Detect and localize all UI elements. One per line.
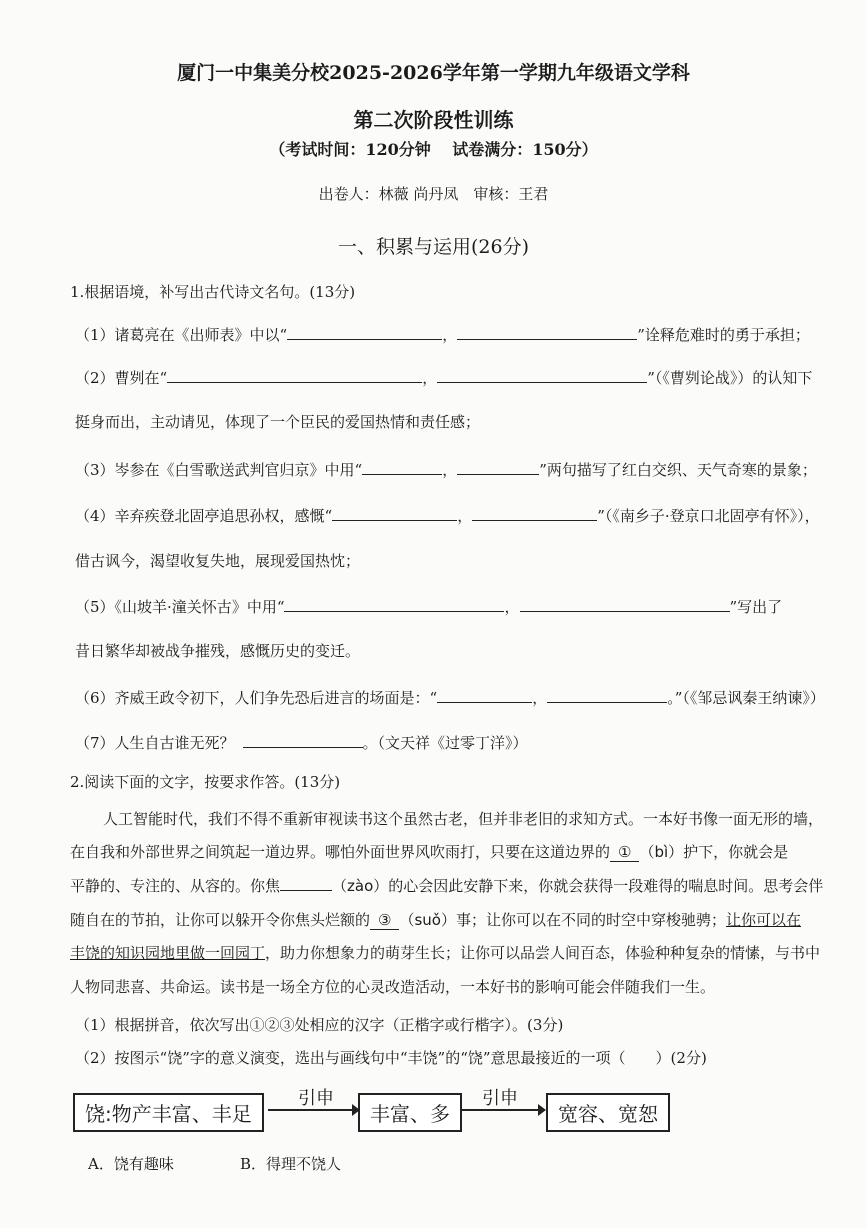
passage-line-3: 平静的、专注的、从容的。你焦 （zào）的心会因此安静下来，你就会获得一段难得的喘息时间。思考会伴 [70,877,824,895]
q1-item-5: （5）《山坡羊·潼关怀古》中用“ ， ”写出了 [75,598,783,616]
q2-intro: 2.阅读下面的文字，按要求作答。(13分) [70,773,341,791]
option-b[interactable]: B．得理不饶人 [240,1155,342,1173]
meaning-box-original: 饶:物产丰富、丰足 [73,1093,264,1132]
exam-authors: 出卷人：林薇 尚丹凤 审核：王君 [318,185,549,203]
q1-item-3: （3）岑参在《白雪歌送武判官归京》中用“ ， ”两句描写了红白交织、天气奇寒的景象； [75,461,817,479]
answer-blank[interactable] [167,370,422,383]
underlined-sentence: 丰饶的知识园地里做一回园丁 [70,944,266,962]
meaning-box-extended-2: 宽容、宽恕 [546,1093,670,1132]
arrow-right-icon [268,1103,358,1117]
q1-item-2: （2）曹刿在“ ， ”（《曹刿论战》）的认知下 [75,369,813,387]
answer-blank[interactable] [457,327,637,340]
q1-item-5-cont: 昔日繁华却被战争摧残，感慨历史的变迁。 [75,642,361,660]
passage-line-2: 在自我和外部世界之间筑起一道边界。哪怕外面世界风吹雨打，只要在这道边界的 ① （bì）护下，你就会是 [70,843,789,861]
q1-item-4-cont: 借古讽今，渴望收复失地，展现爱国热忱； [75,552,361,570]
answer-blank[interactable] [284,599,504,612]
answer-blank[interactable] [287,327,442,340]
answer-blank[interactable] [457,462,539,475]
meaning-box-extended-1: 丰富、多 [358,1093,462,1132]
answer-blank[interactable] [437,690,532,703]
answer-blank[interactable] [332,508,457,521]
q1-item-4: （4）辛弃疾登北固亭追思孙权，感慨“ ， ”（《南乡子·登京口北固亭有怀》）， [75,507,820,525]
q1-item-1: （1）诸葛亮在《出师表》中以“ ， ”诠释危难时的勇于承担； [75,326,810,344]
answer-blank[interactable] [437,370,647,383]
passage-line-5: 丰饶的知识园地里做一回园丁，助力你想象力的萌芽生长；让你可以品尝人间百态，体验种种复杂的情愫，与书中 [70,944,821,962]
passage-line-4: 随自在的节拍，让你可以躲开令你焦头烂额的 ③ （suǒ）事；让你可以在不同的时空中穿梭驰骋；让你可以在 [70,911,801,929]
section-heading: 一、积累与运用(26分) [337,236,529,258]
underlined-sentence: 让你可以在 [725,911,801,929]
arrow-label-2: 引申 [482,1088,518,1109]
fill-blank-1[interactable]: ① [610,843,639,862]
q2-sub-1: （1）根据拼音，依次写出①②③处相应的汉字（正楷字或行楷字）。(3分) [75,1016,564,1034]
q2-sub-2: （2）按图示“饶”字的意义演变，选出与画线句中“丰饶”的“饶”意思最接近的一项（ ）(2分) [75,1049,707,1067]
answer-blank[interactable] [520,599,730,612]
exam-subtitle: 第二次阶段性训练 [353,108,514,132]
passage-line-6: 人物同悲喜、共命运。读书是一场全方位的心灵改造活动，一本好书的影响可能会伴随我们一生。 [70,978,716,996]
exam-title: 厦门一中集美分校2025-2026学年第一学期九年级语文学科 [177,62,690,84]
fill-blank-2[interactable] [280,878,332,891]
arrow-label-1: 引申 [298,1088,334,1109]
answer-blank[interactable] [243,735,363,748]
exam-info: （考试时间：120分钟 试卷满分：150分） [269,140,598,159]
q1-item-2-cont: 挺身而出，主动请见，体现了一个臣民的爱国热情和责任感； [75,413,481,431]
q1-intro: 1.根据语境，补写出古代诗文名句。(13分) [70,283,356,301]
q1-item-7: （7）人生自古谁无死？ 。（文天祥《过零丁洋》） [75,734,528,752]
option-a[interactable]: A．饶有趣味 [88,1155,174,1173]
answer-blank[interactable] [547,690,667,703]
answer-blank[interactable] [472,508,597,521]
fill-blank-3[interactable]: ③ [370,911,399,930]
answer-blank[interactable] [362,462,442,475]
passage-line-1: 人工智能时代，我们不得不重新审视读书这个虽然古老，但并非老旧的求知方式。一本好书像一面无形的墙， [103,810,824,828]
q1-item-6: （6）齐威王政令初下，人们争先恐后进言的场面是：“ ， 。”（《邹忌讽秦王纳谏》） [75,689,825,707]
arrow-right-icon [460,1103,550,1117]
